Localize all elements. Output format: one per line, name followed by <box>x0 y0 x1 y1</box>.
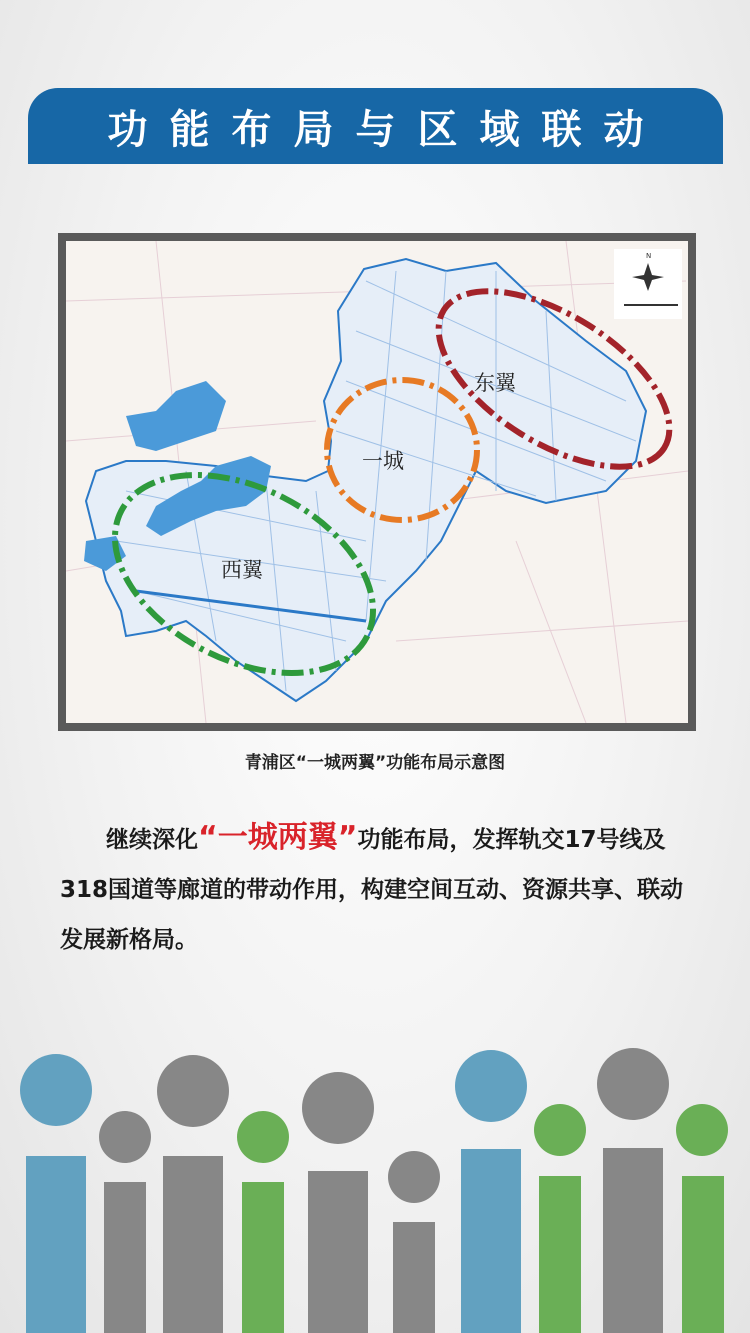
district-shape <box>86 259 646 701</box>
page-title: 功能布局与区域联动 <box>107 106 666 153</box>
person-figure-8 <box>534 1104 586 1333</box>
person-figure-7 <box>455 1050 527 1333</box>
label-east-wing: 东翼 <box>474 371 516 395</box>
body-paragraph <box>60 813 700 965</box>
person-figure-6 <box>388 1151 440 1333</box>
north-marker: N <box>646 252 652 260</box>
body-highlight: “一城两翼” <box>198 820 358 855</box>
map-figure <box>58 233 696 731</box>
label-center-city: 一城 <box>362 449 404 473</box>
person-figure-9 <box>597 1048 669 1333</box>
person-figure-4 <box>237 1111 289 1333</box>
body-text-after: 功能布局，发挥轨交17号线及318国道等廊道的带动作用，构建空间互动、资源共享、联动发展新格局。 <box>60 827 684 953</box>
person-figure-1 <box>20 1054 92 1333</box>
label-west-wing: 西翼 <box>221 558 263 582</box>
person-figure-3 <box>157 1055 229 1333</box>
header-banner <box>28 88 723 164</box>
person-figure-2 <box>99 1111 151 1333</box>
body-text-before: 继续深化 <box>106 827 198 853</box>
person-figure-5 <box>302 1072 374 1333</box>
people-decoration <box>0 1040 750 1333</box>
map-graphic <box>66 241 688 723</box>
lake-north <box>126 381 226 451</box>
map-caption: 青浦区“一城两翼”功能布局示意图 <box>244 753 506 773</box>
person-figure-10 <box>676 1104 728 1333</box>
